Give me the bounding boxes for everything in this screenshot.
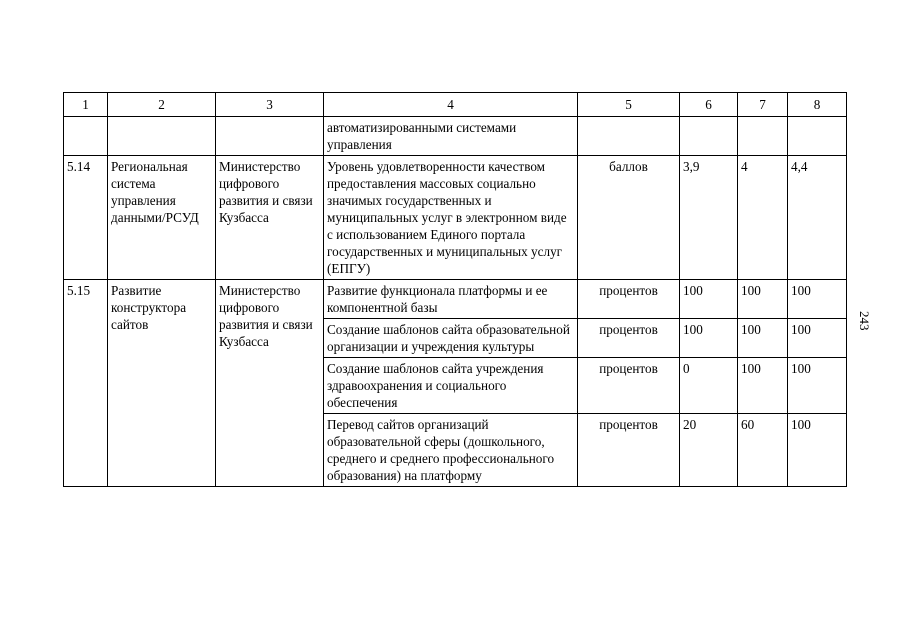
table-row — [64, 156, 847, 280]
table-row — [64, 117, 847, 156]
header-col-6: 6 — [680, 93, 738, 117]
value-col-6: 100 — [680, 319, 738, 358]
indicator-cell: Перевод сайтов организаций образовательной сферы (дошкольного, среднего и среднего профессионального образования) на платформу — [324, 414, 578, 487]
value-col-8: 4,4 — [788, 156, 847, 280]
unit-cell: процентов — [578, 319, 680, 358]
value-col-8: 100 — [788, 358, 847, 414]
unit-cell: процентов — [578, 280, 680, 319]
value-col-7: 100 — [738, 319, 788, 358]
empty-cell — [216, 117, 324, 156]
value-col-6: 0 — [680, 358, 738, 414]
unit-cell: баллов — [578, 156, 680, 280]
indicator-cell: автоматизированными системами управления — [324, 117, 578, 156]
header-col-7: 7 — [738, 93, 788, 117]
header-col-4: 4 — [324, 93, 578, 117]
row-number: 5.15 — [64, 280, 108, 487]
indicator-cell: Создание шаблонов сайта учреждения здравоохранения и социального обеспечения — [324, 358, 578, 414]
indicators-table — [63, 92, 847, 487]
value-col-6: 20 — [680, 414, 738, 487]
header-col-5: 5 — [578, 93, 680, 117]
header-col-2: 2 — [108, 93, 216, 117]
header-col-3: 3 — [216, 93, 324, 117]
value-col-7: 60 — [738, 414, 788, 487]
empty-cell — [680, 117, 738, 156]
unit-cell: процентов — [578, 414, 680, 487]
value-col-8: 100 — [788, 319, 847, 358]
empty-cell — [108, 117, 216, 156]
unit-cell: процентов — [578, 358, 680, 414]
empty-cell — [788, 117, 847, 156]
empty-cell — [64, 117, 108, 156]
table-row — [64, 280, 847, 319]
indicator-cell: Уровень удовлетворенности качеством предоставления массовых социально значимых государственных и муниципальных услуг в электронном виде с использованием Единого портала государственных и муниципальных услуг (ЕПГУ) — [324, 156, 578, 280]
value-col-8: 100 — [788, 280, 847, 319]
value-col-8: 100 — [788, 414, 847, 487]
header-col-1: 1 — [64, 93, 108, 117]
row-number: 5.14 — [64, 156, 108, 280]
empty-cell — [738, 117, 788, 156]
value-col-6: 3,9 — [680, 156, 738, 280]
project-cell: Региональная система управления данными/РСУД — [108, 156, 216, 280]
project-cell: Развитие конструктора сайтов — [108, 280, 216, 487]
page-number: 243 — [857, 311, 872, 331]
ministry-cell: Министерство цифрового развития и связи Кузбасса — [216, 280, 324, 487]
header-col-8: 8 — [788, 93, 847, 117]
header-row — [64, 93, 847, 117]
empty-cell — [578, 117, 680, 156]
value-col-7: 4 — [738, 156, 788, 280]
value-col-7: 100 — [738, 280, 788, 319]
ministry-cell: Министерство цифрового развития и связи Кузбасса — [216, 156, 324, 280]
value-col-6: 100 — [680, 280, 738, 319]
indicator-cell: Создание шаблонов сайта образовательной организации и учреждения культуры — [324, 319, 578, 358]
value-col-7: 100 — [738, 358, 788, 414]
indicator-cell: Развитие функционала платформы и ее компонентной базы — [324, 280, 578, 319]
